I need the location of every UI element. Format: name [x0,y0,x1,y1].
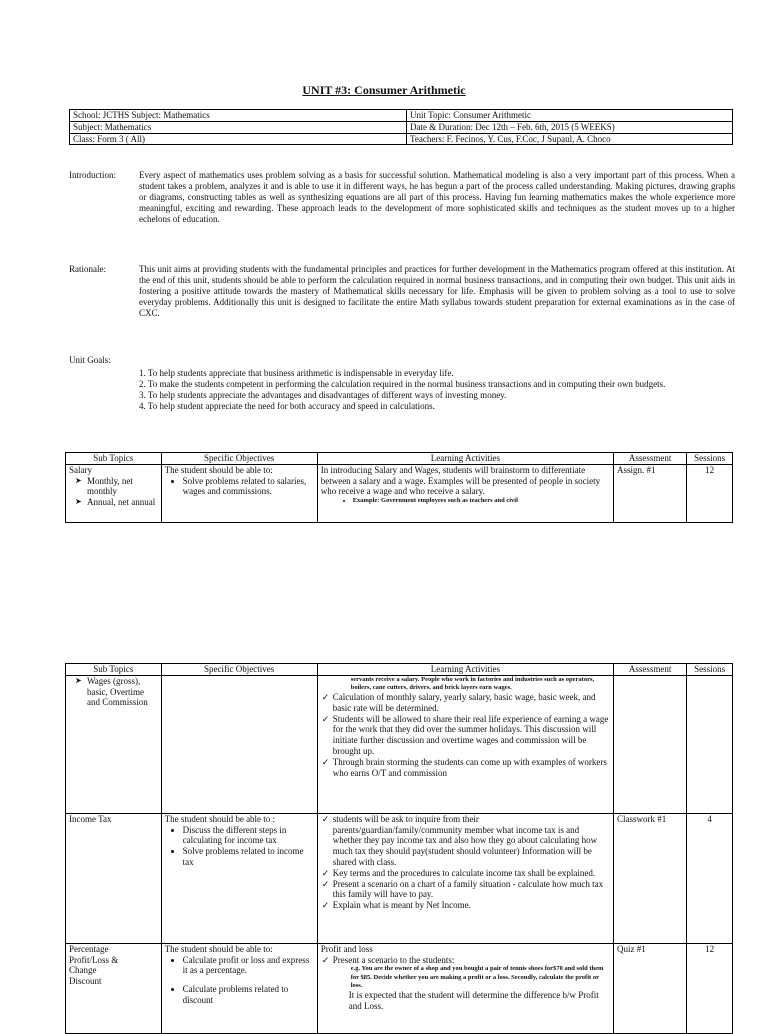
list-item: ✓ Students will be allowed to share their real life experience of earning a wage for the work that they did over the summer holidays. This discussion will initiate further discussion and overtime wages and commission will be brought up. [321,714,610,757]
info-date-duration: Date & Duration: Dec 12th – Feb. 6th, 2015 (5 WEEKS) [407,121,733,133]
plan-table-page1 [65,452,733,523]
header-sub-topics: Sub Topics [66,453,162,465]
list-item: • Calculate profit or loss and express it as a percentage. [183,955,314,977]
sessions-cell: 4 [687,813,733,943]
list-item: ➤ Monthly, net monthly [75,476,158,498]
info-teachers: Teachers: F. Fecinos, Y. Cus, F.Coc, J Supaul, A. Choco [407,133,733,145]
list-item: • Example: Government employees such as teachers and civil [353,497,610,505]
goal-item: 3. To help students appreciate the advantages and disadvantages of different ways of investing money. [139,389,507,400]
unit-info-table [69,109,733,145]
activities-cell [317,813,613,943]
list-item: ✓ Explain what is meant by Net Income. [321,900,610,911]
rationale-label: Rationale: [69,264,106,274]
activities-cell [317,464,613,522]
subtopic-cell [66,464,162,522]
rationale-text: This unit aims at providing students with the fundamental principles and practices for further development in the Mathematics program offered at this institution. At the end of this unit, students should be able to perform the calculation required in normal business transactions, and in computing their own budget. This unit aids in fostering a positive attitude towards the mastery of Mathematical skills necessary for life. Emphasis will be given to problem solving as a tool to use to solve everyday problems. Additionally this unit is designed to facilitate the entire Math syllabus towards student preparation for external examinations as in the case of CXC. [139,264,735,318]
activity-checklist [321,692,610,778]
header-assessment: Assessment [614,664,687,676]
assessment-cell: Assign. #1 [614,464,687,522]
info-school: School: JCTHS Subject: Mathematics [70,110,407,122]
info-class: Class: Form 3 ( All) [70,133,407,145]
activity-checklist [321,955,610,966]
info-unit-topic: Unit Topic: Consumer Arithmetic [407,110,733,122]
activities-cell [317,943,613,1033]
objectives-intro: The student should be able to: [164,943,273,954]
objectives-cell [161,813,317,943]
example-text: e.g. You are the owner of a shop and you bought a pair of tennis shoes for$70 and sold them for $85. Decide whether you are making a profit or a loss. Secondly, calculate the profit or loss. [350,965,604,989]
plan-table-page2 [65,663,733,1034]
subtopic-line: Profit/Loss & [69,954,119,965]
header-sub-topics: Sub Topics [66,664,162,676]
objectives-intro: The student should be able to: [164,464,273,475]
info-subject: Subject: Mathematics [70,121,407,133]
assessment-cell: Quiz #1 [614,943,687,1033]
unit-goals-list [139,368,735,412]
subtopic-line: Change [69,965,97,976]
info-row [70,133,733,145]
example-list [321,497,610,505]
table-row [66,675,733,813]
table-row [66,813,733,943]
list-item: ✓ Present a scenario to the students: [321,955,610,966]
table-header-row [66,664,733,676]
header-sessions: Sessions [687,664,733,676]
sessions-cell [687,675,733,813]
goal-item: 1. To help students appreciate that business arithmetic is indispensable in everyday life. [139,368,454,378]
objectives-list [165,825,314,868]
introduction-text: Every aspect of mathematics uses problem solving as a basis for successful solution. Mathematical modeling is also a very important part of this process. When a student takes a problem, analyzes it and is able to use it in different ways, he has begun a part of the process called understanding. Making pictures, drawing graphs or diagrams, constructing tables as well as synthesizing equations are all part of this process. Having fun learning mathematics makes the whole experience more meaningful, exciting and rewarding. These approach leads to the development of more sophisticated skills and techniques as the student moves up to a higher echelons of education. [139,170,735,224]
example-continued: servants receive a salary. People who work in factories and industries such as operators, boilers, cane cutters, drivers, and brick layers earn wages. [350,675,595,691]
unit-goals-label: Unit Goals: [69,355,111,365]
goal-item: 2. To make the students competent in performing the calculation required in the normal business transactions and in computing their own budgets. [139,378,666,389]
list-item: • Solve problems related to salaries, wages and commissions. [183,476,314,498]
info-row [70,110,733,122]
objectives-list [165,476,314,498]
header-assessment: Assessment [614,453,687,465]
activities-cell [317,675,613,813]
objectives-cell [161,675,317,813]
assessment-cell [614,675,687,813]
assessment-cell: Classwork #1 [614,813,687,943]
subtopic-list [69,476,158,508]
subtopic-line: Discount [69,976,102,987]
objectives-list [165,955,314,1006]
header-specific-objectives: Specific Objectives [161,453,317,465]
header-learning-activities: Learning Activities [317,453,613,465]
activity-text: In introducing Salary and Wages, students will brainstorm to differentiate between a salary and a wage. Examples will be presented of people in society who receive a wage and who receive a salary. [320,464,601,497]
list-item: • Calculate problems related to discount [183,984,314,1006]
objectives-cell [161,943,317,1033]
subtopic-income-tax: Income Tax [66,813,162,943]
table-row [66,464,733,522]
objectives-intro: The student should be able to : [164,813,276,824]
activity-checklist [321,814,610,911]
list-item: ➤ Annual, net annual [75,497,158,508]
table-header-row [66,453,733,465]
list-item: ➤ Wages (gross), basic, Overtime and Commission [75,676,158,708]
list-item: ✓ Through brain storming the students can come up with examples of workers who earns O/T and commission [321,757,610,779]
sessions-cell: 12 [687,464,733,522]
list-item: ✓ Present a scenario on a chart of a family situation - calculate how much tax this family will have to pay. [321,879,610,901]
subtopic-cell [66,675,162,813]
goal-item: 4. To help student appreciate the need for both accuracy and speed in calculations. [139,400,435,411]
list-item: ✓ students will be ask to inquire from their parents/guardian/family/community member what income tax is and whether they pay income tax and also how they go about calculating how much tax they should pay(student should volunteer) Information will be shared with class. [321,814,610,868]
list-item: • Discuss the different steps in calculating for income tax [183,825,314,847]
header-specific-objectives: Specific Objectives [161,664,317,676]
list-item: • Solve problems related to income tax [183,846,314,868]
list-item: ✓ Calculation of monthly salary, yearly salary, basic wage, basic week, and basic rate will be determined. [321,692,610,714]
sessions-cell: 12 [687,943,733,1033]
subtopic-line: Percentage [69,943,109,954]
unit-title: UNIT #3: Consumer Arithmetic [302,83,466,97]
introduction-label: Introduction: [69,170,116,180]
header-learning-activities: Learning Activities [317,664,613,676]
objectives-cell [161,464,317,522]
table-row [66,943,733,1033]
expectation-text: It is expected that the student will determine the difference b/w Profit and Loss. [348,989,599,1011]
subtopic-salary: Salary [69,464,92,475]
header-sessions: Sessions [687,453,733,465]
list-item: ✓ Key terms and the procedures to calculate income tax shall be explained. [321,868,610,879]
subtopic-list [69,676,158,708]
activity-title: Profit and loss [320,943,373,954]
subtopic-cell [66,943,162,1033]
info-row [70,121,733,133]
